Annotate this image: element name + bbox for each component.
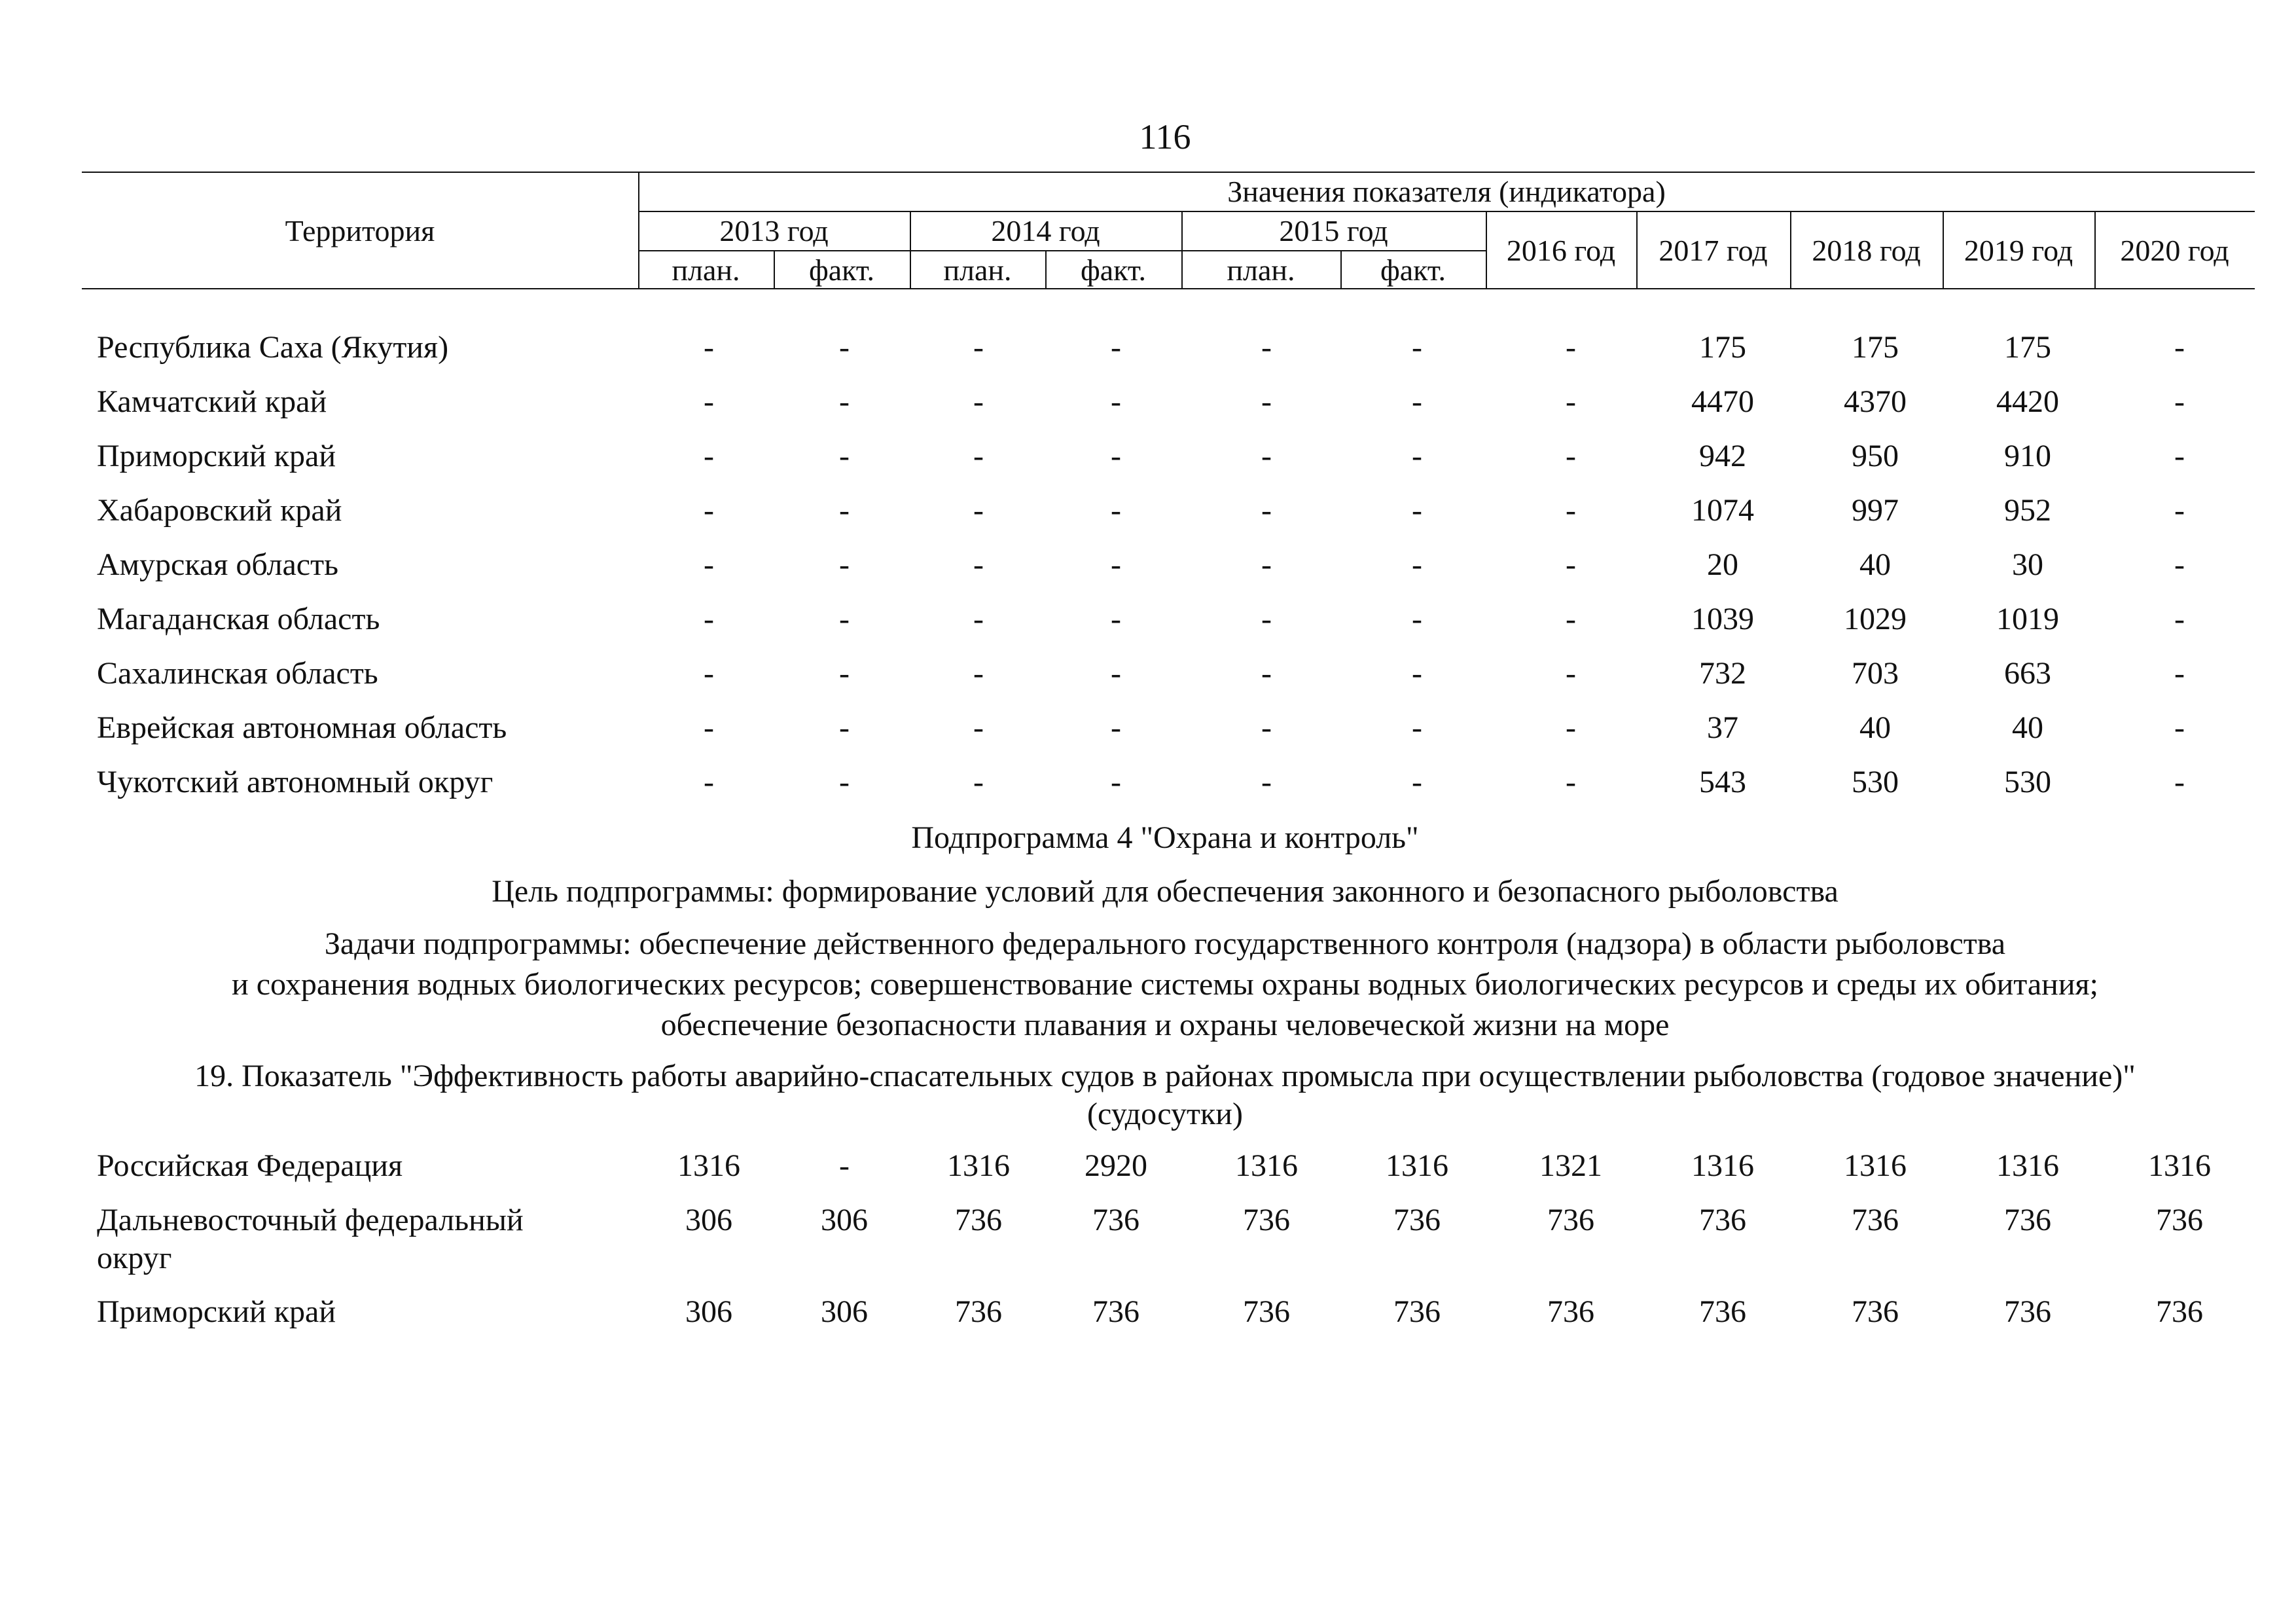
cell: 736 <box>1243 1294 1290 1329</box>
cell: - <box>1566 547 1576 582</box>
header-fact: факт. <box>1380 253 1446 287</box>
cell: - <box>1261 765 1272 799</box>
cell: - <box>1111 602 1121 636</box>
cell: - <box>1111 384 1121 419</box>
cell: - <box>704 656 714 691</box>
row-name: Сахалинская область <box>97 656 378 691</box>
cell: - <box>839 384 850 419</box>
cell: 306 <box>821 1203 868 1237</box>
cell: - <box>973 384 984 419</box>
table-row <box>0 383 2296 422</box>
cell: 1039 <box>1691 602 1754 636</box>
cell: 736 <box>955 1294 1002 1329</box>
cell: 2920 <box>1085 1148 1147 1183</box>
row-name: Республика Саха (Якутия) <box>97 330 449 365</box>
header-top-rule <box>82 172 2255 173</box>
subprogram-tasks-line: Задачи подпрограммы: обеспечение действенного федерального государственного контроля (надзора) в области рыболовства <box>324 926 2006 961</box>
cell: - <box>704 384 714 419</box>
header-year-2013: 2013 год <box>719 214 829 247</box>
cell: - <box>1111 330 1121 365</box>
cell: - <box>1412 493 1422 528</box>
header-fact: факт. <box>808 253 875 287</box>
cell: - <box>1412 330 1422 365</box>
cell: - <box>1566 656 1576 691</box>
cell: 37 <box>1707 710 1738 745</box>
cell: - <box>1261 330 1272 365</box>
row-name: Амурская область <box>97 547 338 582</box>
cell: - <box>839 656 850 691</box>
cell: 40 <box>1859 710 1891 745</box>
cell: - <box>973 710 984 745</box>
cell: - <box>1261 710 1272 745</box>
row-name: Камчатский край <box>97 384 327 419</box>
cell: - <box>1566 439 1576 473</box>
cell: - <box>1412 656 1422 691</box>
cell: - <box>1111 765 1121 799</box>
cell: - <box>839 765 850 799</box>
row-name: Еврейская автономная область <box>97 710 507 745</box>
cell: - <box>1111 656 1121 691</box>
cell: 736 <box>2156 1203 2203 1237</box>
cell: 736 <box>2004 1294 2051 1329</box>
cell: 306 <box>685 1203 732 1237</box>
cell: - <box>973 493 984 528</box>
cell: - <box>1412 710 1422 745</box>
cell: - <box>1111 710 1121 745</box>
cell: - <box>704 710 714 745</box>
cell: - <box>839 602 850 636</box>
cell: - <box>839 493 850 528</box>
cell: 1316 <box>1386 1148 1448 1183</box>
header-plan: план. <box>1227 253 1295 287</box>
cell: 175 <box>1852 330 1899 365</box>
indicator-unit: (судосутки) <box>1087 1097 1243 1131</box>
cell: 175 <box>2004 330 2051 365</box>
cell: - <box>1566 765 1576 799</box>
cell: - <box>704 493 714 528</box>
header-year-2019: 2019 год <box>1964 234 2073 267</box>
subprogram-title: Подпрограмма 4 "Охрана и контроль" <box>911 820 1419 855</box>
table-row <box>0 1201 2296 1280</box>
cell: - <box>1261 384 1272 419</box>
row-name: Магаданская область <box>97 602 380 636</box>
cell: - <box>1412 547 1422 582</box>
header-year-2015: 2015 год <box>1279 214 1388 247</box>
cell: 703 <box>1852 656 1899 691</box>
cell: - <box>1261 656 1272 691</box>
cell: - <box>2174 493 2185 528</box>
table-row <box>0 655 2296 694</box>
cell: 732 <box>1699 656 1746 691</box>
cell: 530 <box>2004 765 2051 799</box>
header-year-2014: 2014 год <box>991 214 1100 247</box>
cell: - <box>973 439 984 473</box>
subprogram-tasks-line: обеспечение безопасности плавания и охраны человеческой жизни на море <box>660 1008 1670 1042</box>
cell: 543 <box>1699 765 1746 799</box>
cell: - <box>839 547 850 582</box>
cell: - <box>839 330 850 365</box>
cell: 736 <box>1699 1203 1746 1237</box>
header-year-2018: 2018 год <box>1812 234 1921 267</box>
cell: 4370 <box>1844 384 1907 419</box>
cell: - <box>704 547 714 582</box>
cell: 736 <box>2156 1294 2203 1329</box>
cell: 663 <box>2004 656 2051 691</box>
subprogram-tasks-line: и сохранения водных биологических ресурсов; совершенствование системы охраны водных биологических ресурсов и среды их обитания; <box>232 967 2098 1002</box>
cell: - <box>2174 384 2185 419</box>
cell: - <box>973 656 984 691</box>
subprogram-goal: Цель подпрограммы: формирование условий для обеспечения законного и безопасного рыболовства <box>492 874 1839 909</box>
cell: - <box>1566 493 1576 528</box>
cell: 1316 <box>1235 1148 1298 1183</box>
header-year-2016: 2016 год <box>1506 234 1616 267</box>
cell: - <box>839 710 850 745</box>
cell: 997 <box>1852 493 1899 528</box>
header-year-2020: 2020 год <box>2120 234 2229 267</box>
header-territory: Территория <box>285 214 435 247</box>
cell: 736 <box>1852 1203 1899 1237</box>
cell: - <box>2174 602 2185 636</box>
cell: 952 <box>2004 493 2051 528</box>
cell: - <box>704 330 714 365</box>
table-row <box>0 1147 2296 1186</box>
cell: - <box>1412 765 1422 799</box>
cell: 736 <box>955 1203 1002 1237</box>
cell: - <box>1111 547 1121 582</box>
page-number: 116 <box>1139 117 1191 156</box>
cell: 40 <box>1859 547 1891 582</box>
cell: 1316 <box>677 1148 740 1183</box>
cell: - <box>973 765 984 799</box>
cell: 20 <box>1707 547 1738 582</box>
cell: 4420 <box>1996 384 2059 419</box>
cell: 736 <box>1852 1294 1899 1329</box>
cell: - <box>2174 330 2185 365</box>
cell: - <box>1412 384 1422 419</box>
row-name: Приморский край <box>97 439 336 473</box>
cell: 1316 <box>2148 1148 2211 1183</box>
cell: 736 <box>1547 1203 1594 1237</box>
cell: - <box>1566 710 1576 745</box>
cell: 1019 <box>1996 602 2059 636</box>
row-name: Дальневосточный федеральный <box>97 1203 524 1237</box>
cell: 736 <box>1092 1203 1139 1237</box>
cell: 30 <box>2012 547 2043 582</box>
header-fact: факт. <box>1080 253 1147 287</box>
header-plan: план. <box>943 253 1012 287</box>
cell: - <box>1261 439 1272 473</box>
table-row <box>0 329 2296 368</box>
cell: 736 <box>1092 1294 1139 1329</box>
cell: - <box>1111 439 1121 473</box>
header-values-title: Значения показателя (индикатора) <box>1227 175 1666 208</box>
cell: - <box>2174 710 2185 745</box>
cell: - <box>704 765 714 799</box>
cell: - <box>973 330 984 365</box>
cell: 306 <box>821 1294 868 1329</box>
cell: - <box>2174 547 2185 582</box>
cell: 1316 <box>1691 1148 1754 1183</box>
cell: 736 <box>1547 1294 1594 1329</box>
cell: 1321 <box>1539 1148 1602 1183</box>
row-name: Чукотский автономный округ <box>97 765 493 799</box>
cell: 736 <box>1393 1203 1441 1237</box>
cell: - <box>1566 330 1576 365</box>
table-row <box>0 709 2296 748</box>
cell: - <box>704 602 714 636</box>
cell: 736 <box>1243 1203 1290 1237</box>
cell: - <box>2174 765 2185 799</box>
row-name: Российская Федерация <box>97 1148 403 1183</box>
cell: 306 <box>685 1294 732 1329</box>
cell: 736 <box>1393 1294 1441 1329</box>
header-plan: план. <box>672 253 740 287</box>
cell: 1029 <box>1844 602 1907 636</box>
cell: - <box>973 602 984 636</box>
cell: - <box>1261 602 1272 636</box>
cell: - <box>2174 439 2185 473</box>
cell: 40 <box>2012 710 2043 745</box>
cell: 175 <box>1699 330 1746 365</box>
indicator-title: 19. Показатель "Эффективность работы аварийно-спасательных судов в районах промысла при осуществлении рыболовства (годовое значение)" <box>194 1059 2136 1093</box>
cell: - <box>839 439 850 473</box>
cell: 1316 <box>1996 1148 2059 1183</box>
cell: - <box>1111 493 1121 528</box>
cell: 1316 <box>1844 1148 1907 1183</box>
row-name-continuation: округ <box>97 1241 172 1275</box>
cell: - <box>1412 439 1422 473</box>
cell: - <box>1412 602 1422 636</box>
cell: 1074 <box>1691 493 1754 528</box>
header-values-rule <box>638 211 2255 212</box>
row-name: Приморский край <box>97 1294 336 1329</box>
header-bottom-rule <box>82 288 2255 289</box>
cell: 942 <box>1699 439 1746 473</box>
table-row <box>0 492 2296 531</box>
header-years-rule <box>638 250 1486 251</box>
cell: - <box>1261 493 1272 528</box>
table-row <box>0 1293 2296 1332</box>
table-row <box>0 763 2296 803</box>
cell: - <box>1566 602 1576 636</box>
cell: 950 <box>1852 439 1899 473</box>
cell: - <box>1261 547 1272 582</box>
cell: 736 <box>1699 1294 1746 1329</box>
row-name: Хабаровский край <box>97 493 342 528</box>
table-row <box>0 546 2296 585</box>
cell: 910 <box>2004 439 2051 473</box>
cell: 530 <box>1852 765 1899 799</box>
table-row <box>0 437 2296 477</box>
cell: - <box>973 547 984 582</box>
cell: 1316 <box>947 1148 1010 1183</box>
cell: - <box>2174 656 2185 691</box>
header-year-2017: 2017 год <box>1659 234 1768 267</box>
cell: 4470 <box>1691 384 1754 419</box>
cell: 736 <box>2004 1203 2051 1237</box>
cell: - <box>1566 384 1576 419</box>
table-row <box>0 600 2296 640</box>
cell: - <box>704 439 714 473</box>
cell: - <box>839 1148 850 1183</box>
